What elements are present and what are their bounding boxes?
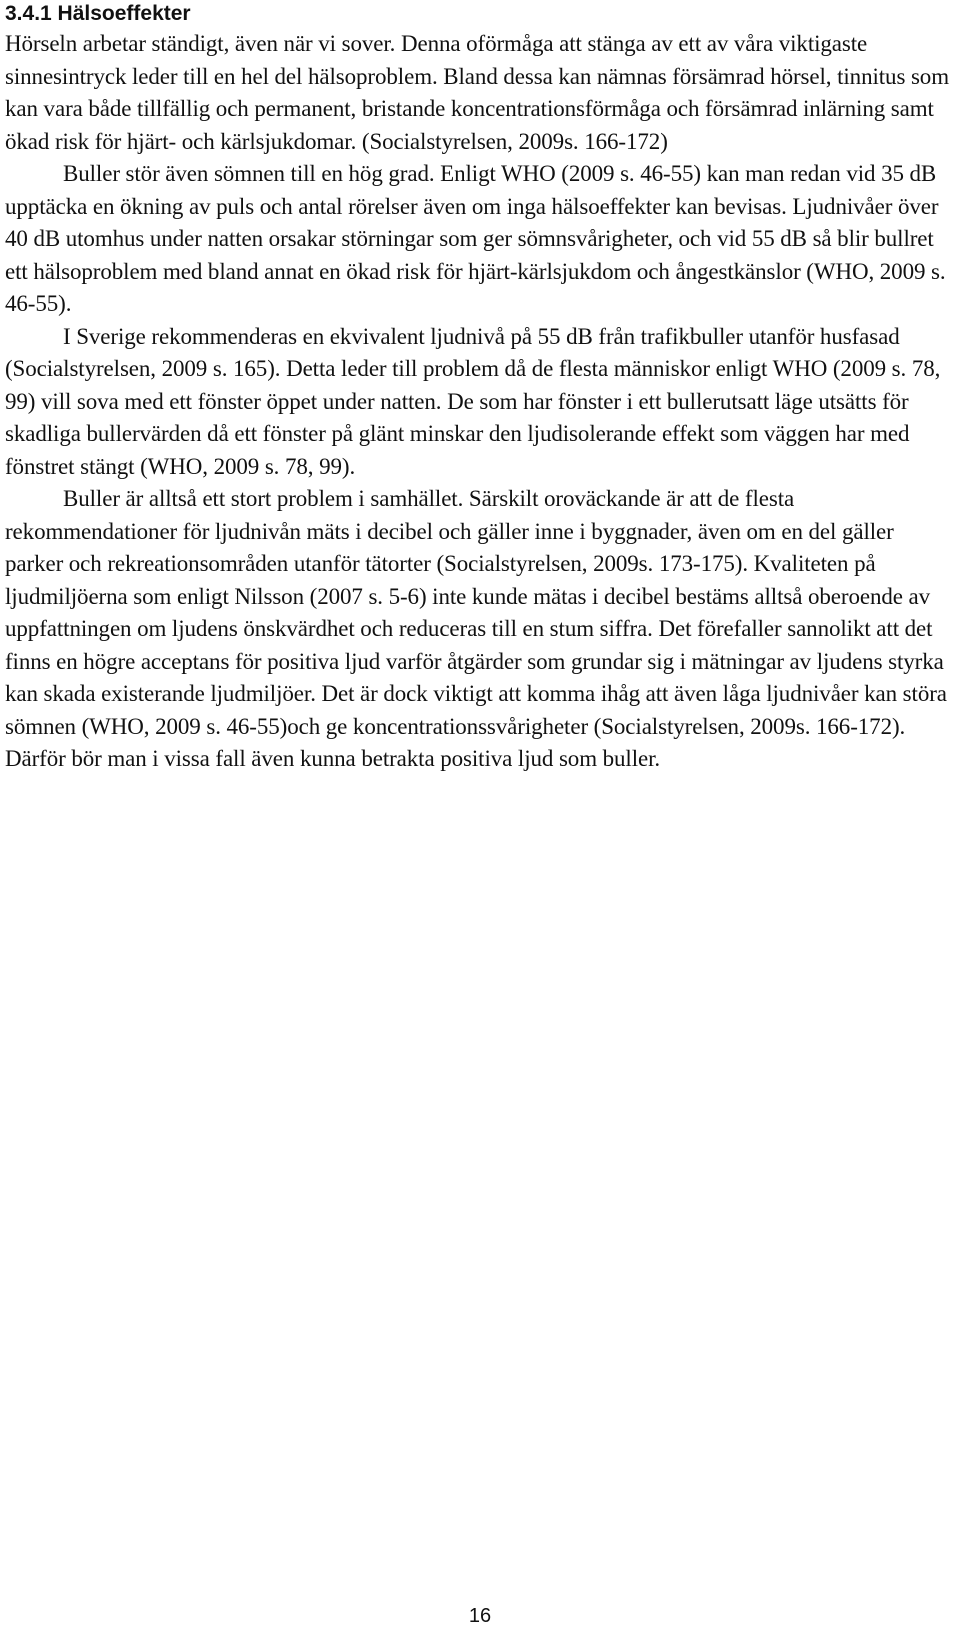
section-heading: 3.4.1 Hälsoeffekter [5, 2, 191, 25]
paragraph-2: Buller stör även sömnen till en hög grad. Enligt WHO (2009 s. 46-55) kan man redan vid 35 dB upptäcka en ökning av puls och antal rörelser även om inga hälsoeffekter kan bevisas. Ljudnivåer över 40 dB utomhus under natten orsakar störningar som ger sömnsvårigheter, och vid 55 dB så blir bullret ett hälsoproblem med bland annat en ökad risk för hjärt-kärlsjukdom och ångestkänslor (WHO, 2009 s. 46-55). [5, 161, 946, 316]
section-body [5, 28, 955, 776]
paragraph-1: Hörseln arbetar ständigt, även när vi sover. Denna oförmåga att stänga av ett av våra viktigaste sinnesintryck leder till en hel del hälsoproblem. Bland dessa kan nämnas försämrad hörsel, tinnitus som kan vara både tillfällig och permanent, bristande koncentrationsförmåga och försämrad inlärning samt ökad risk för hjärt- och kärlsjukdomar. (Socialstyrelsen, 2009s. 166-172) [5, 31, 949, 154]
page-number: 16 [468, 1605, 492, 1627]
paragraph-4: Buller är alltså ett stort problem i samhället. Särskilt oroväckande är att de flesta rekommendationer för ljudnivån mäts i decibel och gäller inne i byggnader, även om en del gäller parker och rekreationsområden utanför tätorter (Socialstyrelsen, 2009s. 173-175). Kvaliteten på ljudmiljöerna som enligt Nilsson (2007 s. 5-6) inte kunde mätas i decibel bestäms alltså oberoende av uppfattningen om ljudens önskvärdhet och reduceras till en stum siffra. Det förefaller sannolikt att det finns en högre acceptans för positiva ljud varför åtgärder som grundar sig i mätningar av ljudens styrka kan skada existerande ljudmiljöer. Det är dock viktigt att komma ihåg att även låga ljudnivåer kan störa sömnen (WHO, 2009 s. 46-55)och ge koncentrationssvårigheter (Socialstyrelsen, 2009s. 166-172). Därför bör man i vissa fall även kunna betrakta positiva ljud som buller. [5, 486, 947, 771]
document-page [5, 0, 955, 776]
paragraph-3: I Sverige rekommenderas en ekvivalent ljudnivå på 55 dB från trafikbuller utanför husfasad (Socialstyrelsen, 2009 s. 165). Detta leder till problem då de flesta människor enligt WHO (2009 s. 78, 99) vill sova med ett fönster öppet under natten. De som har fönster i ett bullerutsatt läge utsätts för skadliga bullervärden då ett fönster på glänt minskar den ljudisolerande effekt som väggen har med fönstret stängt (WHO, 2009 s. 78, 99). [5, 323, 941, 479]
